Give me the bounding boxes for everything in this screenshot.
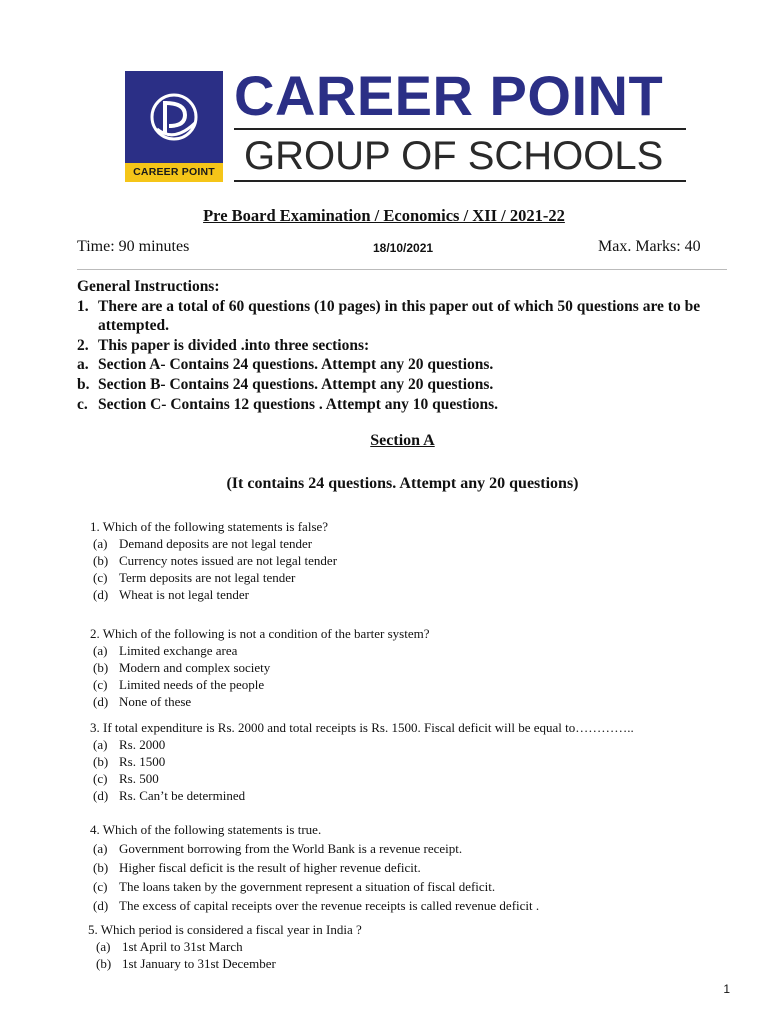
section-title: Section A xyxy=(370,432,435,449)
question-option xyxy=(90,877,740,896)
option-text: 1st January to 31st December xyxy=(122,956,276,971)
instruction-marker: b. xyxy=(77,375,90,393)
option-label: (b) xyxy=(93,553,109,568)
option-label: (a) xyxy=(93,643,108,658)
option-label: (c) xyxy=(93,879,108,894)
option-label: (a) xyxy=(93,841,108,856)
option-label: (a) xyxy=(93,737,108,752)
instruction-marker: 1. xyxy=(77,297,89,315)
question-option xyxy=(90,535,740,552)
question-option xyxy=(90,676,740,693)
option-text: Government borrowing from the World Bank is a revenue receipt. xyxy=(119,841,463,856)
question-stem: 1. Which of the following statements is false? xyxy=(90,519,329,534)
question-option xyxy=(90,753,740,770)
question-option xyxy=(90,552,740,569)
question-option xyxy=(90,736,740,753)
question-option xyxy=(90,770,740,787)
instruction-text: Section B- Contains 24 questions. Attempt any 20 questions. xyxy=(98,375,494,393)
question-option xyxy=(90,569,740,586)
option-label: (c) xyxy=(93,677,108,692)
header-divider xyxy=(77,269,727,270)
brand-divider-top xyxy=(234,128,686,130)
question-stem: 2. Which of the following is not a condition of the barter system? xyxy=(90,626,430,641)
option-text: The excess of capital receipts over the revenue receipts is called revenue deficit . xyxy=(119,898,540,913)
brand-divider-bottom xyxy=(234,180,686,182)
question-2 xyxy=(90,625,740,710)
career-point-logo-icon xyxy=(125,71,223,163)
option-text: Higher fiscal deficit is the result of higher revenue deficit. xyxy=(119,860,421,875)
instruction-text: Section C- Contains 12 questions . Attempt any 10 questions. xyxy=(98,395,499,413)
brand-name: CAREER POINT xyxy=(234,64,664,127)
exam-title: Pre Board Examination / Economics / XII / 2021-22 xyxy=(203,206,565,225)
question-option xyxy=(90,839,740,858)
instruction-item xyxy=(77,395,737,415)
question-option xyxy=(88,938,738,955)
instruction-text: There are a total of 60 questions (10 pages) in this paper out of which 50 questions are to be attempted. xyxy=(98,297,701,335)
question-3 xyxy=(90,719,740,804)
instruction-text: This paper is divided .into three sections: xyxy=(98,336,370,354)
option-text: None of these xyxy=(119,694,192,709)
logo-label: CAREER POINT xyxy=(125,163,223,182)
question-option xyxy=(90,787,740,804)
question-option xyxy=(90,586,740,603)
option-label: (a) xyxy=(93,536,108,551)
question-1 xyxy=(90,518,740,603)
option-text: Rs. 500 xyxy=(119,771,159,786)
option-label: (d) xyxy=(93,587,109,602)
instruction-item xyxy=(77,336,737,356)
instruction-marker: 2. xyxy=(77,336,89,354)
instruction-marker: a. xyxy=(77,356,89,374)
section-subtitle: (It contains 24 questions. Attempt any 20 questions) xyxy=(226,475,579,492)
question-stem: 3. If total expenditure is Rs. 2000 and total receipts is Rs. 1500. Fiscal deficit will be equal to………….. xyxy=(90,720,634,735)
question-option xyxy=(88,955,738,972)
question-option xyxy=(90,659,740,676)
question-option xyxy=(90,642,740,659)
exam-max-marks: Max. Marks: 40 xyxy=(598,238,701,255)
option-text: Demand deposits are not legal tender xyxy=(119,536,313,551)
exam-time: Time: 90 minutes xyxy=(77,238,190,255)
option-label: (d) xyxy=(93,788,109,803)
question-stem: 4. Which of the following statements is true. xyxy=(90,822,322,837)
instructions-heading: General Instructions: xyxy=(77,278,220,295)
question-5 xyxy=(88,921,738,972)
question-option xyxy=(90,896,740,915)
option-label: (c) xyxy=(93,570,108,585)
option-label: (b) xyxy=(96,956,112,971)
option-text: Limited needs of the people xyxy=(119,677,265,692)
option-label: (b) xyxy=(93,860,109,875)
option-label: (d) xyxy=(93,694,109,709)
option-text: Rs. 1500 xyxy=(119,754,166,769)
instruction-item xyxy=(77,355,737,375)
question-option xyxy=(90,858,740,877)
question-4 xyxy=(90,820,740,915)
instruction-text: Section A- Contains 24 questions. Attempt any 20 questions. xyxy=(98,356,494,374)
option-text: Rs. Can’t be determined xyxy=(119,788,246,803)
general-instructions xyxy=(77,277,737,414)
option-text: Modern and complex society xyxy=(119,660,271,675)
option-text: Currency notes issued are not legal tender xyxy=(119,553,338,568)
option-text: Limited exchange area xyxy=(119,643,238,658)
option-label: (b) xyxy=(93,754,109,769)
page-number: 1 xyxy=(723,982,730,996)
option-label: (a) xyxy=(96,939,111,954)
exam-date: 18/10/2021 xyxy=(373,241,434,255)
option-label: (d) xyxy=(93,898,109,913)
instruction-item xyxy=(77,297,737,336)
option-label: (c) xyxy=(93,771,108,786)
option-text: Term deposits are not legal tender xyxy=(119,570,296,585)
option-text: Rs. 2000 xyxy=(119,737,166,752)
instruction-marker: c. xyxy=(77,395,88,413)
question-stem: 5. Which period is considered a fiscal year in India ? xyxy=(88,922,362,937)
option-text: 1st April to 31st March xyxy=(122,939,243,954)
question-option xyxy=(90,693,740,710)
option-text: The loans taken by the government represent a situation of fiscal deficit. xyxy=(119,879,496,894)
instruction-item xyxy=(77,375,737,395)
option-label: (b) xyxy=(93,660,109,675)
brand-subtitle: GROUP OF SCHOOLS xyxy=(244,134,664,178)
option-text: Wheat is not legal tender xyxy=(119,587,249,602)
